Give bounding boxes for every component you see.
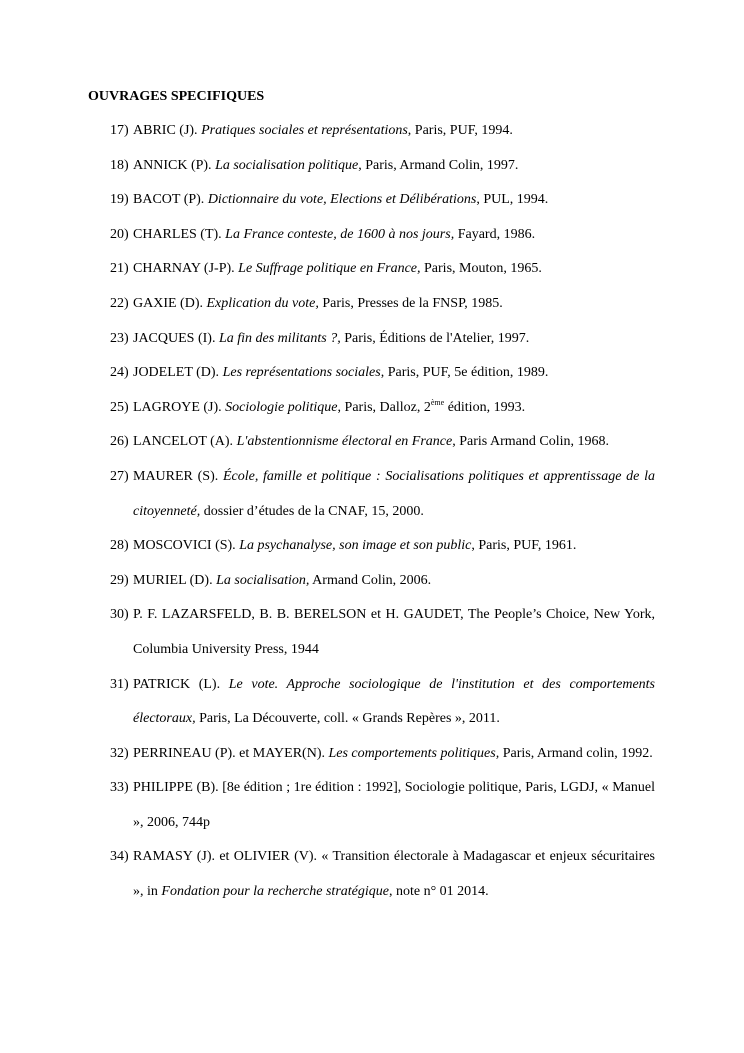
entry-text [133, 598, 655, 667]
entry-segment: Paris, Presses de la FNSP, 1985. [318, 295, 503, 311]
entry-number: 22) [110, 295, 129, 311]
entry-title: Le Suffrage politique en France, [238, 261, 421, 277]
entry-title: La socialisation, [216, 572, 310, 588]
entry-segment: MAURER (S). [133, 468, 223, 484]
entry-text [133, 356, 655, 391]
entry-segment: P. F. LAZARSFELD, B. B. BERELSON et H. GAUDET, The People’s Choice, New York, Columbia University Press, 1944 [133, 607, 655, 657]
entry-text [133, 771, 655, 840]
entry-segment: ANNICK (P). [133, 157, 216, 173]
entry-text [133, 564, 655, 599]
entry-text [133, 425, 655, 460]
entry-number: 25) [110, 399, 129, 415]
entry-segment: Paris, La Découverte, coll. « Grands Repères », 2011. [195, 711, 500, 727]
entry-segment: Paris, Éditions de l'Atelier, 1997. [340, 330, 530, 346]
bibliography-entry [110, 564, 655, 599]
entry-text [133, 183, 655, 218]
entry-number: 33) [110, 780, 129, 796]
entry-number: 32) [110, 745, 129, 761]
bibliography-entry [110, 356, 655, 391]
superscript: ème [430, 397, 445, 407]
entry-segment: ABRIC (J). [133, 123, 202, 138]
entry-segment: , Paris, Dalloz, 2 [337, 399, 431, 415]
bibliography-entry [110, 183, 655, 218]
bibliography-entry [110, 391, 655, 426]
bibliography-entry [110, 460, 655, 529]
bibliography-entry [110, 840, 655, 909]
entry-title: Le vote. Approche sociologique de l'institution et des comportements électoraux, [133, 676, 655, 727]
entry-segment: BACOT (P). [133, 192, 208, 208]
entry-segment: GAXIE (D). [133, 295, 207, 311]
entry-text [133, 322, 655, 357]
entry-text [133, 840, 655, 909]
entry-title: Dictionnaire du vote, Elections et Délibérations [207, 192, 477, 208]
bibliography-entry [110, 252, 655, 287]
entry-segment: CHARLES (T). [133, 226, 226, 242]
entry-title: Explication du vote, [206, 295, 319, 311]
entry-segment: , note n° 01 2014. [388, 884, 489, 900]
bibliography-entry [110, 287, 655, 322]
entry-title: La socialisation politique [215, 157, 359, 173]
entry-segment: PHILIPPE (B). [8e édition ; 1re édition : 1992], Sociologie politique, Paris, LGDJ, « Manuel », 2006, 744p [133, 780, 655, 830]
entry-number: 19) [110, 192, 129, 208]
entry-number: 28) [110, 538, 129, 554]
entry-title: Les comportements politiques, [328, 745, 500, 761]
entry-segment: MURIEL (D). [133, 572, 217, 588]
entry-title: L'abstentionnisme électoral en France [236, 434, 453, 450]
entry-title: La psychanalyse, son image et son public [239, 538, 472, 554]
entry-segment: LANCELOT (A). [133, 434, 237, 450]
bibliography-entry [110, 598, 655, 667]
entry-text [133, 668, 655, 737]
entry-segment: dossier d’études de la CNAF, 15, 2000. [200, 503, 424, 519]
bibliography-entry [110, 529, 655, 564]
bibliography-entry [110, 771, 655, 840]
entry-segment: PATRICK (L). [133, 676, 229, 692]
entry-text [133, 391, 655, 426]
entry-number: 29) [110, 572, 129, 588]
entry-segment: CHARNAY (J-P). [133, 261, 239, 277]
entry-number: 26) [110, 434, 129, 450]
entry-text [133, 737, 655, 772]
entry-segment: édition, 1993. [444, 399, 526, 415]
entry-number: 21) [110, 261, 129, 277]
bibliography-entry [110, 425, 655, 460]
entry-segment: Armand Colin, 2006. [309, 572, 432, 588]
entry-number: 30) [110, 607, 129, 623]
entry-text [133, 460, 655, 529]
entry-title: La France conteste, de 1600 à nos jours, [225, 226, 455, 242]
entry-segment: RAMASY (J). et OLIVIER (V). « Transition électorale à Madagascar et enjeux sécuritaires », in [133, 849, 655, 900]
entry-number: 31) [110, 676, 129, 692]
entry-text [133, 529, 655, 564]
bibliography-list [110, 114, 655, 910]
entry-text [133, 149, 655, 184]
entry-title: École, famille et politique : Socialisations politiques et apprentissage de la citoyenneté, [133, 468, 655, 519]
entry-segment: , Paris, Armand Colin, 1997. [358, 157, 519, 173]
entry-number: 17) [110, 123, 129, 138]
entry-number: 27) [110, 468, 129, 484]
bibliography-entry [110, 737, 655, 772]
entry-segment: JACQUES (I). [133, 330, 219, 346]
entry-number: 23) [110, 330, 129, 346]
entry-segment: JODELET (D). [133, 365, 223, 381]
entry-segment: , Paris, PUF, 1994. [407, 123, 513, 138]
entry-segment: , Paris, PUF, 1961. [471, 538, 577, 554]
entry-segment: , PUL, 1994. [476, 192, 549, 208]
bibliography-entry [110, 149, 655, 184]
entry-segment: LAGROYE (J). [133, 399, 226, 415]
entry-segment: , Paris, PUF, 5e édition, 1989. [380, 365, 549, 381]
entry-number: 24) [110, 365, 129, 381]
entry-number: 20) [110, 226, 129, 242]
entry-number: 18) [110, 157, 129, 173]
entry-text [133, 218, 655, 253]
entry-text [133, 114, 655, 149]
entry-title: Fondation pour la recherche stratégique [161, 884, 389, 900]
entry-text [133, 252, 655, 287]
entry-segment: , Paris Armand Colin, 1968. [452, 434, 609, 450]
entry-title: La fin des militants ?, [218, 330, 341, 346]
entry-text [133, 287, 655, 322]
entry-segment: Fayard, 1986. [454, 226, 536, 242]
entry-segment: Paris, Mouton, 1965. [420, 261, 542, 277]
entry-segment: MOSCOVICI (S). [133, 538, 240, 554]
bibliography-entry [110, 322, 655, 357]
entry-title: Sociologie politique [225, 399, 338, 415]
entry-title: Pratiques sociales et représentations [201, 123, 408, 138]
section-heading: OUVRAGES SPECIFIQUES [88, 89, 265, 104]
entry-segment: Paris, Armand colin, 1992. [499, 745, 653, 761]
entry-segment: PERRINEAU (P). et MAYER(N). [133, 745, 329, 761]
entry-number: 34) [110, 849, 129, 865]
bibliography-entry [110, 668, 655, 737]
bibliography-entry [110, 114, 655, 149]
bibliography-entry [110, 218, 655, 253]
entry-title: Les représentations sociales [222, 365, 381, 381]
